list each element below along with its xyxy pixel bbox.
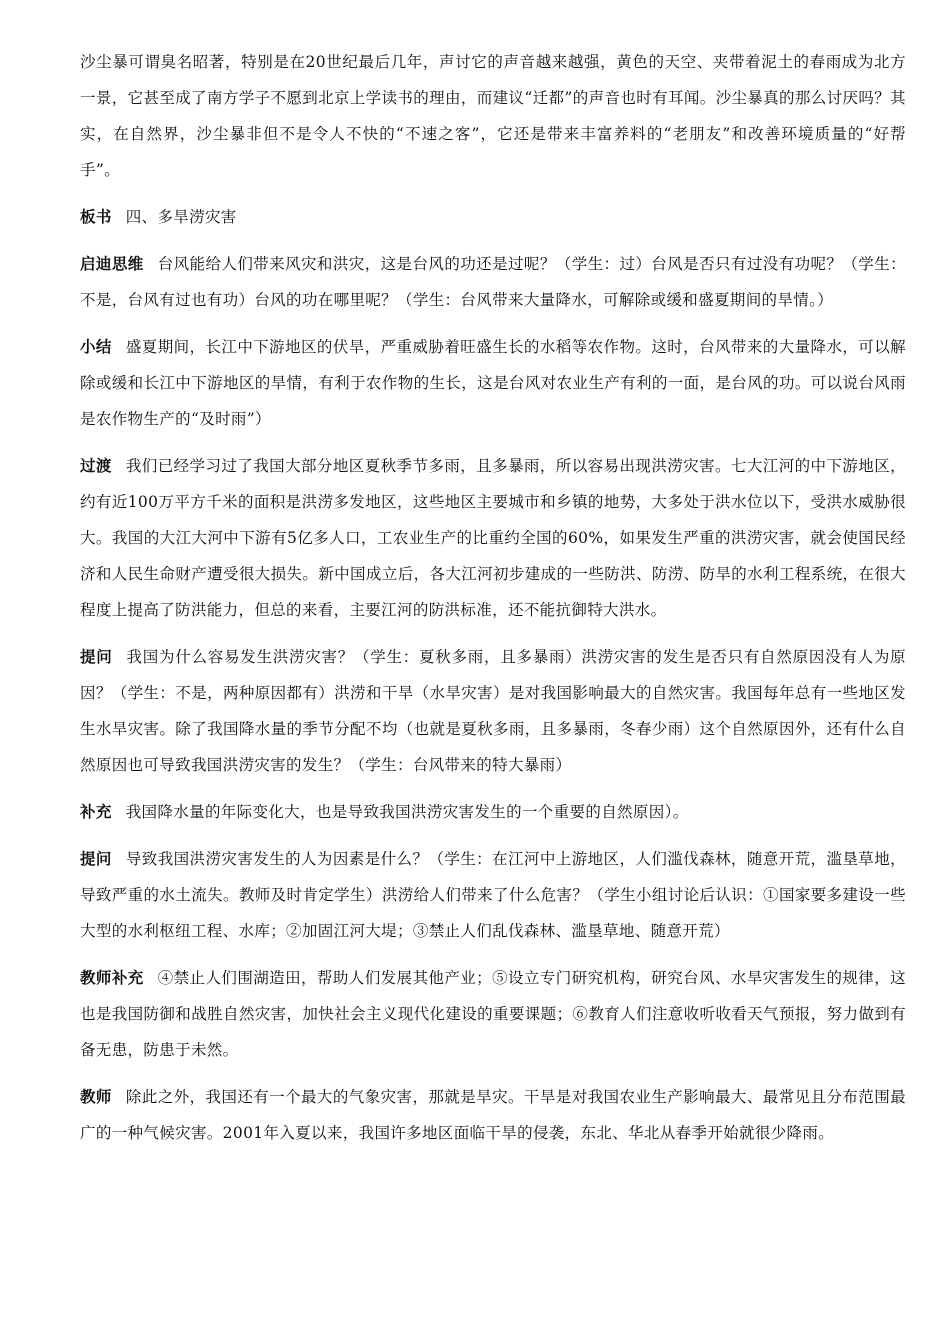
paragraph-teacher: [80, 1079, 906, 1151]
paragraph-supplement: [80, 794, 906, 830]
paragraph-text: 除此之外，我国还有一个最大的气象灾害，那就是旱灾。干旱是对我国农业生产影响最大、最常见且分布范围最广的一种气候灾害。2001年入夏以来，我国许多地区面临干旱的侵袭，东北、华北从春季开始就很少降雨。: [80, 1088, 907, 1142]
paragraph-text: 四、多旱涝灾害: [125, 208, 237, 226]
paragraph-label: 提问: [80, 850, 112, 868]
paragraph-label: 板书: [80, 208, 112, 226]
paragraph-text: 盛夏期间，长江中下游地区的伏旱，严重威胁着旺盛生长的水稻等农作物。这时，台风带来的大量降水，可以解除或缓和长江中下游地区的旱情，有利于农作物的生长，这是台风对农业生产有利的一面，是台风的功。可以说台风雨是农作物生产的“及时雨”）: [80, 338, 907, 428]
paragraph-label: 过渡: [80, 457, 112, 475]
paragraph-board-note: [80, 199, 906, 235]
paragraph-label: 小结: [80, 338, 112, 356]
paragraph-text: 导致我国洪涝灾害发生的人为因素是什么？（学生：在江河中上游地区，人们滥伐森林，随意开荒，滥垦草地，导致严重的水土流失。教师及时肯定学生）洪涝给人们带来了什么危害？（学生小组讨论后认识：①国家要多建设一些大型的水利枢纽工程、水库；②加固江河大堤；③禁止人们乱伐森林、滥垦草地、随意开荒）: [80, 850, 907, 940]
paragraph-label: 教师补充: [80, 969, 144, 987]
document-page: [80, 44, 906, 1162]
paragraph-label: 补充: [80, 803, 112, 821]
paragraph-label: 教师: [80, 1088, 112, 1106]
paragraph-text: 台风能给人们带来风灾和洪灾，这是台风的功还是过呢？（学生：过）台风是否只有过没有功呢？（学生：不是，台风有过也有功）台风的功在哪里呢？（学生：台风带来大量降水，可解除或缓和盛夏期间的旱情。）: [80, 255, 907, 309]
paragraph-label: 提问: [80, 648, 113, 666]
paragraph-text: 我国降水量的年际变化大，也是导致我国洪涝灾害发生的一个重要的自然原因）。: [125, 803, 689, 821]
paragraph-text: 我们已经学习过了我国大部分地区夏秋季节多雨，且多暴雨，所以容易出现洪涝灾害。七大江河的中下游地区，约有近100万平方千米的面积是洪涝多发地区，这些地区主要城市和乡镇的地势，大多处于洪水位以下，受洪水威胁很大。我国的大江大河中下游有5亿多人口，工农业生产的比重约全国的60%，如果发生严重的洪涝灾害，就会使国民经济和人民生命财产遭受很大损失。新中国成立后，各大江河初步建成的一些防洪、防涝、防旱的水利工程系统，在很大程度上提高了防洪能力，但总的来看，主要江河的防洪标准，还不能抗御特大洪水。: [80, 457, 907, 619]
paragraph-inspire-thinking: [80, 246, 906, 318]
paragraph-text: 沙尘暴可谓臭名昭著，特别是在20世纪最后几年，声讨它的声音越来越强，黄色的天空、夹带着泥土的春雨成为北方一景，它甚至成了南方学子不愿到北京上学读书的理由，而建议“迁都”的声音也时有耳闻。沙尘暴真的那么讨厌吗？其实，在自然界，沙尘暴非但不是令人不快的“不速之客”，它还是带来丰富养料的“老朋友”和改善环境质量的“好帮手”。: [80, 53, 906, 179]
paragraph-question-2: [80, 841, 906, 949]
paragraph-text: ④禁止人们围湖造田，帮助人们发展其他产业；⑤设立专门研究机构，研究台风、水旱灾害发生的规律，这也是我国防御和战胜自然灾害，加快社会主义现代化建设的重要课题；⑥教育人们注意收听收看天气预报，努力做到有备无患，防患于未然。: [80, 969, 907, 1059]
paragraph-question-1: [80, 639, 906, 783]
paragraph-teacher-supplement: [80, 960, 906, 1068]
paragraph-summary: [80, 329, 906, 437]
paragraph-intro: [80, 44, 906, 188]
paragraph-transition: [80, 448, 906, 628]
paragraph-label: 启迪思维: [80, 255, 144, 273]
paragraph-text: 我国为什么容易发生洪涝灾害？（学生：夏秋多雨，且多暴雨）洪涝灾害的发生是否只有自然原因没有人为原因？（学生：不是，两种原因都有）洪涝和干旱（水旱灾害）是对我国影响最大的自然灾害。我国每年总有一些地区发生水旱灾害。除了我国降水量的季节分配不均（也就是夏秋多雨，且多暴雨，冬春少雨）这个自然原因外，还有什么自然原因也可导致我国洪涝灾害的发生？（学生：台风带来的特大暴雨）: [80, 648, 906, 774]
